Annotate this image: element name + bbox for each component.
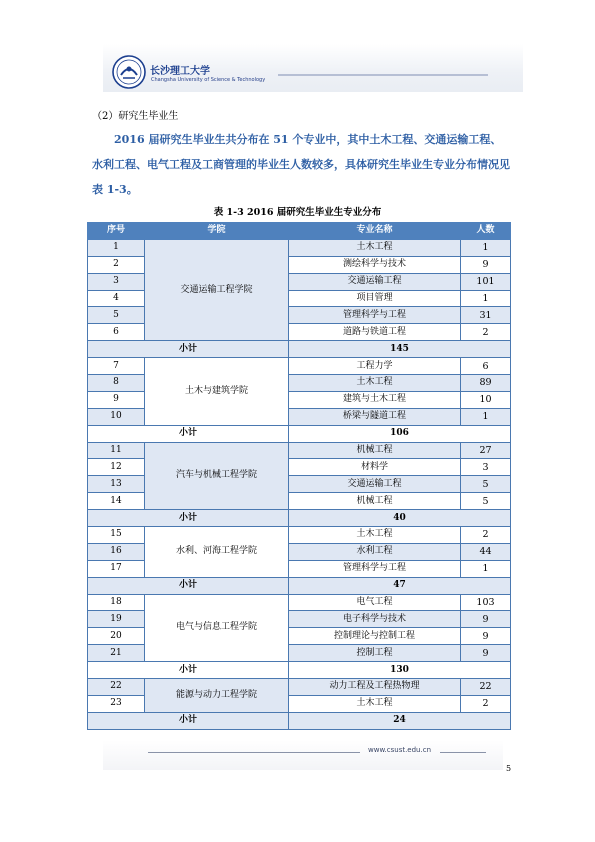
cell-count: 22: [461, 679, 511, 696]
cell-major: 控制工程: [289, 645, 461, 662]
cell-no: 17: [88, 560, 145, 577]
cell-no: 6: [88, 324, 145, 341]
cell-major: 测绘科学与技术: [289, 256, 461, 273]
subtotal-label: 小计: [88, 341, 289, 358]
cell-major: 材料学: [289, 459, 461, 476]
cell-no: 9: [88, 391, 145, 408]
cell-count: 5: [461, 476, 511, 493]
cell-no: 8: [88, 375, 145, 392]
cell-count: 1: [461, 408, 511, 425]
university-name-en: Changsha University of Science & Technology: [151, 77, 266, 83]
cell-major: 桥梁与隧道工程: [289, 408, 461, 425]
cell-no: 12: [88, 459, 145, 476]
cell-major: 水利工程: [289, 543, 461, 560]
subtotal-value: 130: [289, 662, 511, 679]
cell-count: 1: [461, 290, 511, 307]
subtotal-value: 47: [289, 577, 511, 594]
table-row: [88, 527, 511, 544]
cell-college: 土木与建筑学院: [145, 358, 289, 426]
cell-count: 9: [461, 628, 511, 645]
cell-major: 管理科学与工程: [289, 307, 461, 324]
subtotal-label: 小计: [88, 662, 289, 679]
table-row: [88, 442, 511, 459]
table-row: [88, 358, 511, 375]
cell-college: 水利、河海工程学院: [145, 527, 289, 578]
cell-count: 103: [461, 594, 511, 611]
cell-major: 土木工程: [289, 527, 461, 544]
cell-no: 11: [88, 442, 145, 459]
cell-no: 14: [88, 493, 145, 510]
cell-count: 101: [461, 273, 511, 290]
cell-college: 电气与信息工程学院: [145, 594, 289, 662]
page-number: 5: [506, 764, 512, 773]
header-count: 人数: [461, 223, 511, 240]
table-header-row: [88, 223, 511, 240]
cell-count: 9: [461, 256, 511, 273]
intro-text: 2016 届研究生毕业生共分布在 51 个专业中，其中土木工程、交通运输工程、水利工程、电气工程及工商管理的毕业生人数较多，具体研究生毕业生专业分布情况见表 1-3。: [92, 133, 510, 196]
cell-major: 项目管理: [289, 290, 461, 307]
cell-no: 19: [88, 611, 145, 628]
cell-count: 5: [461, 493, 511, 510]
subtotal-value: 24: [289, 712, 511, 729]
cell-count: 1: [461, 239, 511, 256]
cell-no: 5: [88, 307, 145, 324]
cell-major: 工程力学: [289, 358, 461, 375]
cell-no: 4: [88, 290, 145, 307]
header-college: 学院: [145, 223, 289, 240]
subtotal-value: 40: [289, 510, 511, 527]
section-title: （2）研究生毕业生: [92, 111, 179, 122]
subtotal-row: [88, 510, 511, 527]
cell-no: 18: [88, 594, 145, 611]
cell-major: 交通运输工程: [289, 273, 461, 290]
intro-paragraph: [92, 127, 512, 202]
subtotal-label: 小计: [88, 510, 289, 527]
subtotal-label: 小计: [88, 577, 289, 594]
table-row: [88, 679, 511, 696]
university-name-cn: 长沙理工大学: [150, 66, 210, 77]
table-caption: 表 1-3 2016 届研究生毕业生专业分布: [213, 207, 382, 218]
cell-count: 3: [461, 459, 511, 476]
cell-count: 2: [461, 324, 511, 341]
cell-major: 建筑与土木工程: [289, 391, 461, 408]
subtotal-row: [88, 341, 511, 358]
cell-major: 管理科学与工程: [289, 560, 461, 577]
cell-major: 土木工程: [289, 375, 461, 392]
cell-no: 16: [88, 543, 145, 560]
cell-count: 2: [461, 695, 511, 712]
cell-major: 机械工程: [289, 442, 461, 459]
cell-count: 10: [461, 391, 511, 408]
cell-no: 23: [88, 695, 145, 712]
major-distribution-table: [87, 222, 511, 730]
subtotal-row: [88, 712, 511, 729]
header-divider: [278, 74, 488, 76]
cell-major: 道路与铁道工程: [289, 324, 461, 341]
cell-count: 1: [461, 560, 511, 577]
footer-divider-right: [440, 752, 486, 753]
cell-count: 31: [461, 307, 511, 324]
subtotal-label: 小计: [88, 425, 289, 442]
subtotal-row: [88, 425, 511, 442]
cell-no: 15: [88, 527, 145, 544]
cell-major: 动力工程及工程热物理: [289, 679, 461, 696]
cell-college: 汽车与机械工程学院: [145, 442, 289, 510]
cell-no: 22: [88, 679, 145, 696]
table-body: [88, 239, 511, 729]
subtotal-value: 145: [289, 341, 511, 358]
cell-no: 13: [88, 476, 145, 493]
university-seal-icon: [112, 55, 146, 89]
header-no: 序号: [88, 223, 145, 240]
cell-major: 控制理论与控制工程: [289, 628, 461, 645]
cell-no: 20: [88, 628, 145, 645]
subtotal-label: 小计: [88, 712, 289, 729]
cell-college: 能源与动力工程学院: [145, 679, 289, 713]
header-major: 专业名称: [289, 223, 461, 240]
cell-count: 2: [461, 527, 511, 544]
table-row: [88, 594, 511, 611]
cell-major: 交通运输工程: [289, 476, 461, 493]
footer-background: [103, 740, 503, 770]
cell-no: 10: [88, 408, 145, 425]
cell-no: 1: [88, 239, 145, 256]
cell-major: 电子科学与技术: [289, 611, 461, 628]
cell-no: 3: [88, 273, 145, 290]
table-row: [88, 239, 511, 256]
cell-count: 6: [461, 358, 511, 375]
cell-college: 交通运输工程学院: [145, 239, 289, 340]
footer-url: www.csust.edu.cn: [368, 746, 432, 754]
cell-count: 27: [461, 442, 511, 459]
cell-count: 89: [461, 375, 511, 392]
cell-major: 土木工程: [289, 695, 461, 712]
cell-count: 44: [461, 543, 511, 560]
subtotal-value: 106: [289, 425, 511, 442]
footer-divider-left: [148, 752, 360, 753]
subtotal-row: [88, 577, 511, 594]
cell-count: 9: [461, 611, 511, 628]
cell-count: 9: [461, 645, 511, 662]
cell-major: 机械工程: [289, 493, 461, 510]
subtotal-row: [88, 662, 511, 679]
cell-major: 电气工程: [289, 594, 461, 611]
cell-major: 土木工程: [289, 239, 461, 256]
cell-no: 7: [88, 358, 145, 375]
cell-no: 2: [88, 256, 145, 273]
cell-no: 21: [88, 645, 145, 662]
